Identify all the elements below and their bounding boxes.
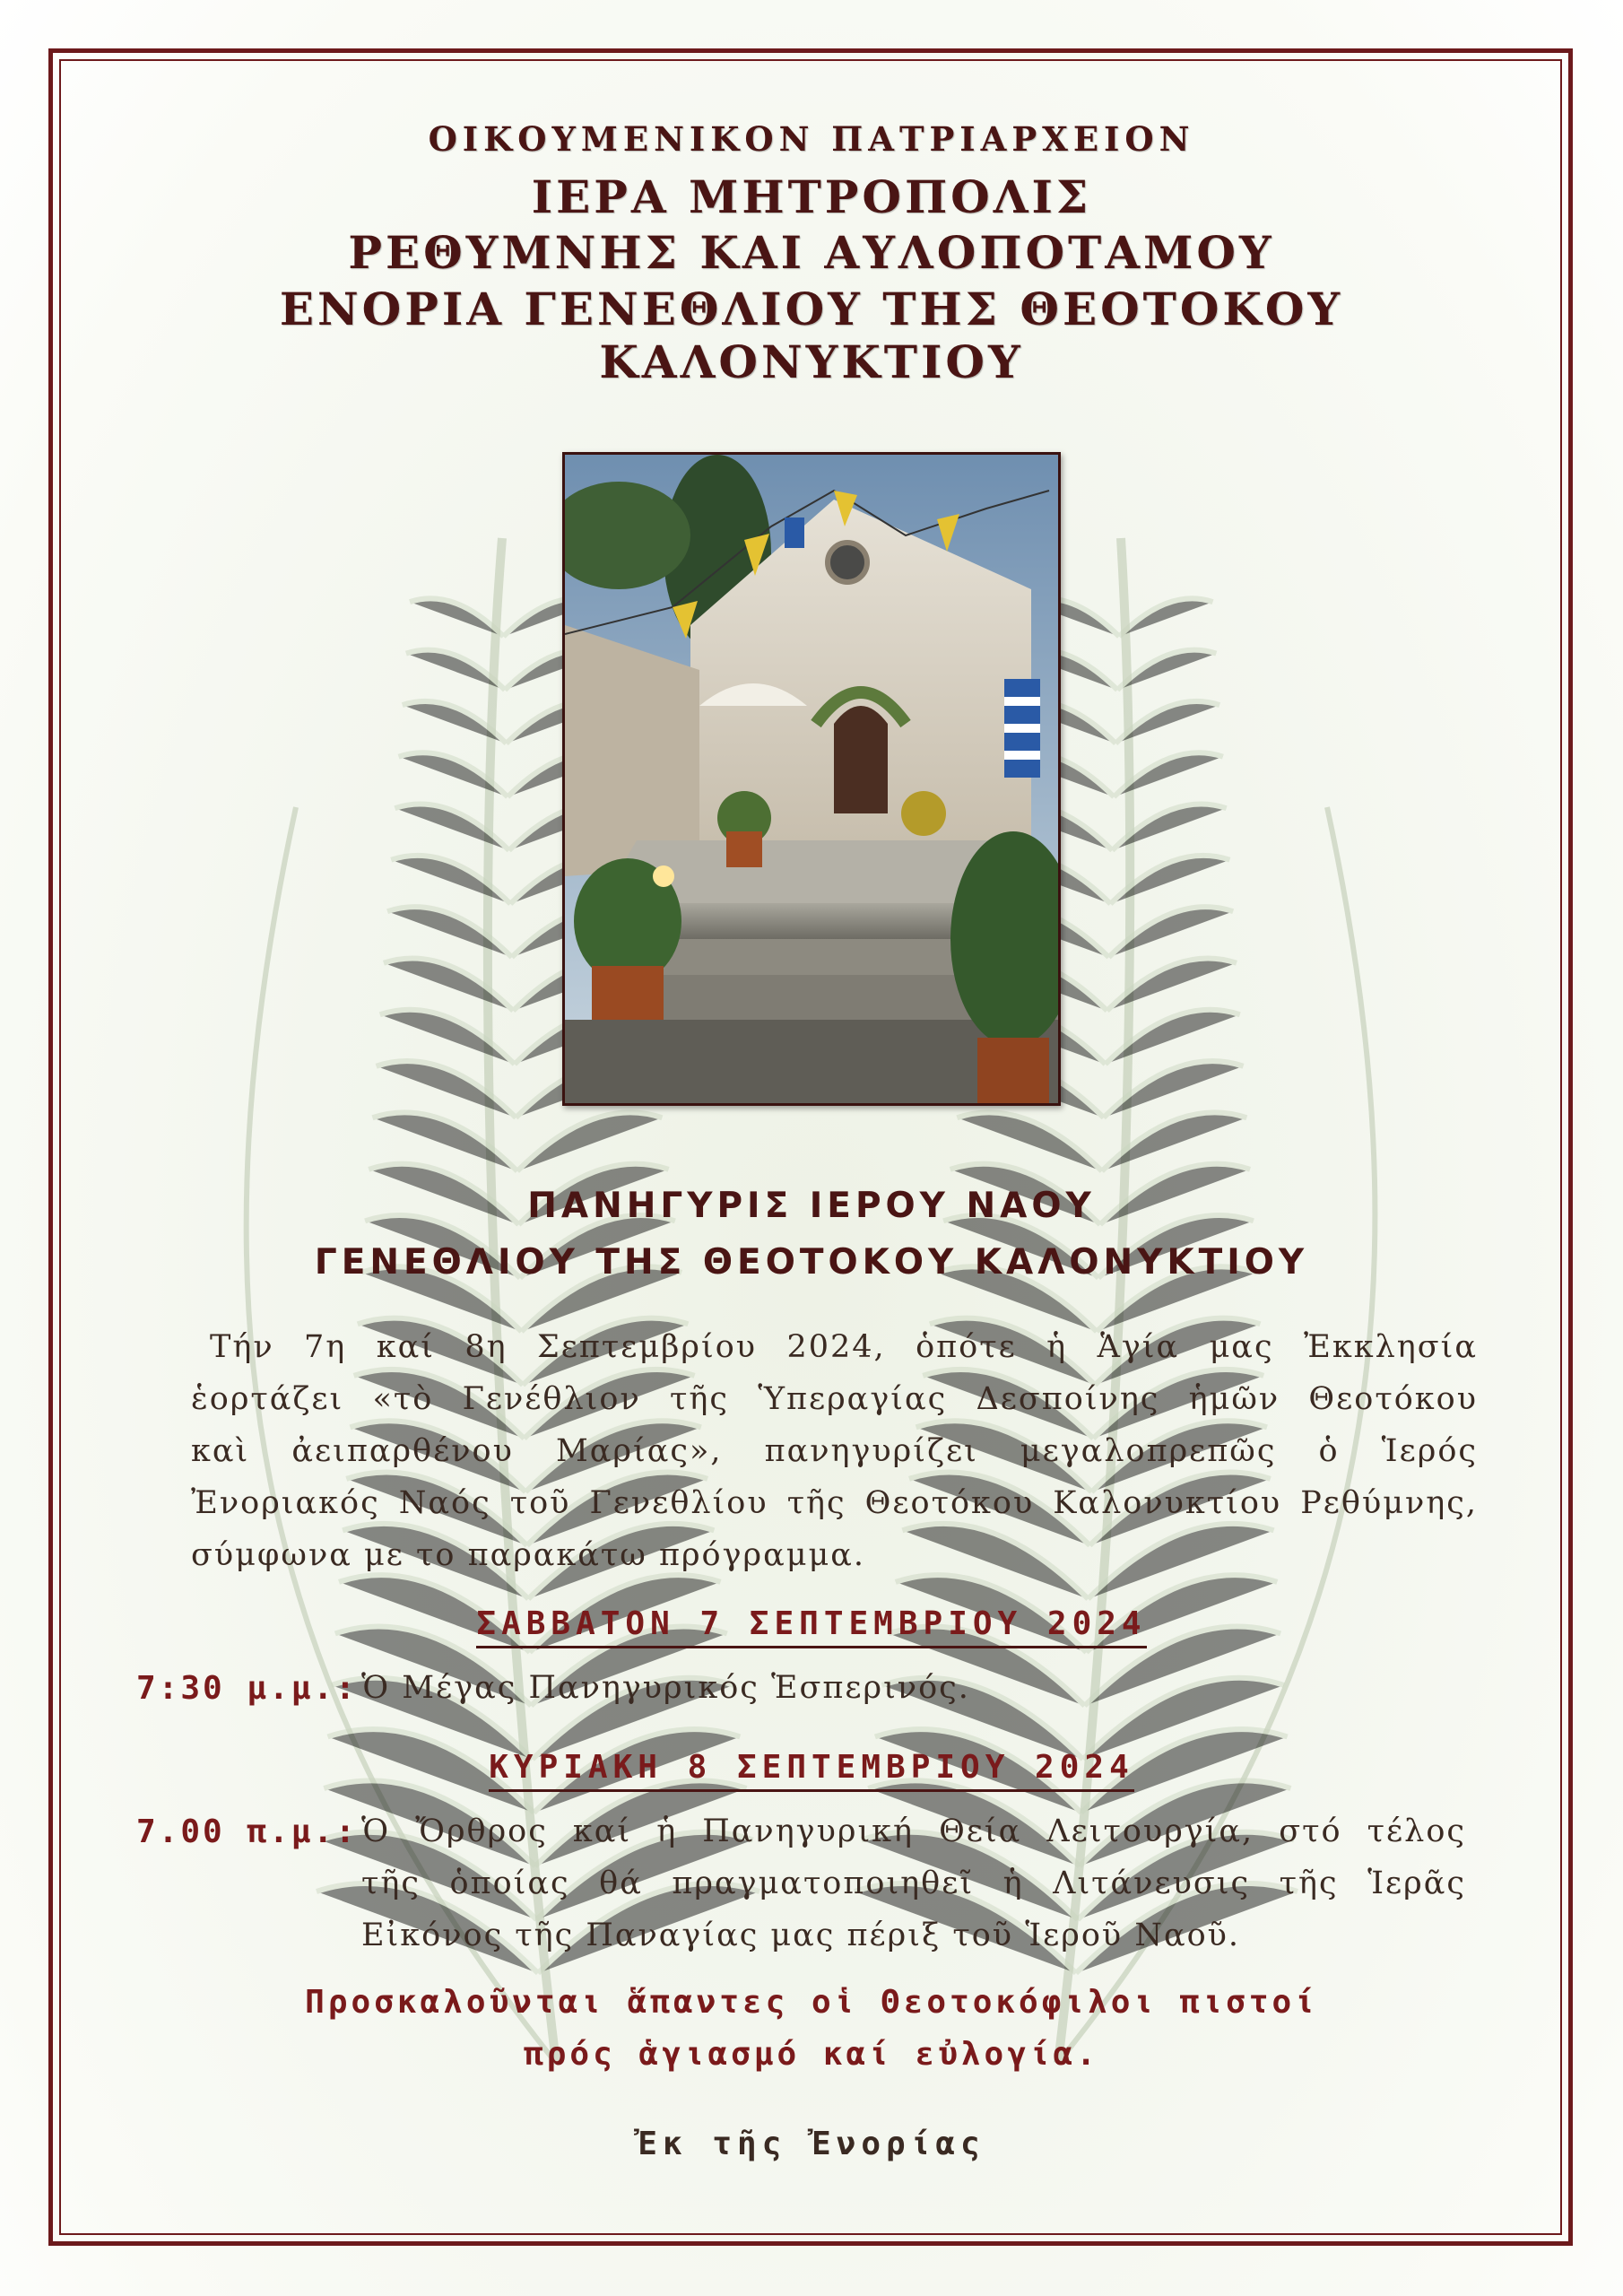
parish-signature: Ἐκ τῆς Ἐνορίας	[638, 2126, 985, 2162]
invitation-line1: Προσκαλοῦνται ἅπαντες οἱ Θεοτοκόφιλοι πιστοί	[305, 1984, 1318, 2021]
sunday-event-line: Εἰκόνος τῆς Παναγίας μας πέριξ τοῦ Ἱεροῦ Ναοῦ.	[361, 1918, 1241, 1953]
saturday-heading	[0, 1605, 1623, 1648]
patriarchate-heading: ΟΙΚΟΥΜΕΝΙΚΟΝ ΠΑΤΡΙΑΡΧΕΙΟΝ	[428, 119, 1195, 159]
sunday-time: 7.00 π.μ.:	[136, 1813, 358, 1850]
feast-title-line1: ΠΑΝΗΓΥΡΙΣ ΙΕΡΟΥ ΝΑΟΥ	[527, 1186, 1096, 1226]
saturday-event: Ὁ Μέγας Πανηγυρικός Ἑσπερινός.	[361, 1670, 970, 1706]
church-photo	[562, 452, 1061, 1106]
invitation-line2: πρός ἁγιασμό καί εὐλογία.	[524, 2036, 1099, 2073]
sunday-event-line: Ὁ Ὄρθρος καί ἡ Πανηγυρική Θεία Λειτουργία, στό τέλος	[361, 1813, 1466, 1849]
intro-paragraph-line: Ἐνοριακός Ναός τοῦ Γενεθλίου τῆς Θεοτόκου Καλονυκτίου Ρεθύμνης,	[191, 1485, 1478, 1521]
saturday-time: 7:30 μ.μ.:	[136, 1670, 358, 1707]
intro-paragraph-line: Τήν 7η καί 8η Σεπτεμβρίου 2024, ὁπότε ἡ Ἁγία μας Ἐκκλησία	[210, 1329, 1478, 1365]
parish-heading: ΕΝΟΡΙΑ ΓΕΝΕΘΛΙΟΥ ΤΗΣ ΘΕΟΤΟΚΟΥ	[279, 283, 1344, 335]
metropolis-heading: ΙΕΡΑ ΜΗΤΡΟΠΟΛΙΣ	[531, 170, 1092, 223]
sunday-heading-text: ΚΥΡΙΑΚΗ 8 ΣΕΠΤΕΜΒΡΙΟΥ 2024	[489, 1749, 1134, 1792]
intro-paragraph-line: σύμφωνα με το παρακάτω πρόγραμμα.	[191, 1537, 865, 1573]
sunday-event-line: τῆς ὁποίας θά πραγματοποιηθεῖ ἡ Λιτάνευσις τῆς Ἱερᾶς	[361, 1866, 1466, 1901]
feast-title-line2: ΓΕΝΕΘΛΙΟΥ ΤΗΣ ΘΕΟΤΟΚΟΥ ΚΑΛΟΝΥΚΤΙΟΥ	[314, 1242, 1309, 1283]
intro-paragraph-line: καὶ ἀειπαρθένου Μαρίας», πανηγυρίζει μεγαλοπρεπῶς ὁ Ἱερός	[191, 1433, 1478, 1469]
village-heading: ΚΑΛΟΝΥΚΤΙΟΥ	[599, 335, 1024, 388]
saturday-heading-text: ΣΑΒΒΑΤΟΝ 7 ΣΕΠΤΕΜΒΡΙΟΥ 2024	[476, 1605, 1146, 1648]
intro-paragraph-line: ἑορτάζει «τὸ Γενέθλιον τῆς Ὑπεραγίας Δεσποίνης ἡμῶν Θεοτόκου	[191, 1381, 1478, 1417]
diocese-heading: ΡΕΘΥΜΝΗΣ ΚΑΙ ΑΥΛΟΠΟΤΑΜΟΥ	[348, 226, 1275, 279]
sunday-heading	[0, 1749, 1623, 1792]
